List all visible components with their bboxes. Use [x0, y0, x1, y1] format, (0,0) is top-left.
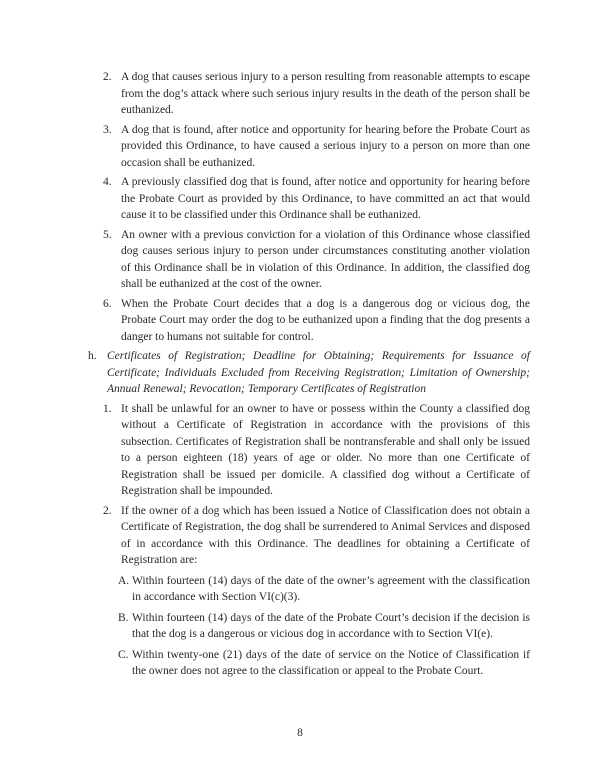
ordinance-item-4 [88, 174, 530, 224]
section-h-item-2-text: If the owner of a dog which has been issued a Notice of Classification does not obtain a Certificate of Registration, the dog shall be surrendered to Animal Services and disposed of in accordance with this Ordinance. The deadlines for obtaining a Certificate of Registration are: [121, 504, 530, 566]
section-h-item-1-marker: 1. [103, 402, 112, 415]
deadline-item-a-text: Within fourteen (14) days of the date of the owner’s agreement with the classification in accordance with Section VI(c)(3). [132, 574, 530, 603]
ordinance-item-4-text: A previously classified dog that is found, after notice and opportunity for hearing before the Probate Court as provided by this Ordinance, to have committed an act that would cause it to be classified under this Ordinance shall be euthanized. [121, 176, 530, 221]
ordinance-item-3-marker: 3. [103, 123, 112, 136]
deadline-item-b-text: Within fourteen (14) days of the date of the Probate Court’s decision if the decision is that the dog is a dangerous or vicious dog in accordance with to Section VI(e). [132, 611, 530, 640]
deadline-item-b [88, 610, 530, 643]
ordinance-item-5-text: An owner with a previous conviction for a violation of this Ordinance whose classified dog causes serious injury to person under circumstances constituting another violation of this Ordinance shall be in violation of this Ordinance. In addition, the classified dog shall be euthanized at the cost of the owner. [121, 228, 530, 290]
section-h-title: Certificates of Registration; Deadline for Obtaining; Requirements for Issuance of Certificate; Individuals Excluded from Receiving Registration; Limitation of Ownership; Annual Renewal; Revocation; Temporary Certificates of Registration [107, 350, 530, 395]
page-content [88, 69, 530, 683]
ordinance-item-2-marker: 2. [103, 71, 112, 83]
ordinance-item-5-marker: 5. [103, 228, 112, 241]
section-h-item-1-text: It shall be unlawful for an owner to have or possess within the County a classified dog without a Certificate of Registration in accordance with the provisions of this subsection. Certificates of Registration shall be nontransferable and shall only be issued to a person eighteen (18) years of age or older. No more than one Certificate of Registration shall be issued per domicile. A classified dog without a Certificate of Registration shall be impounded. [121, 402, 530, 497]
ordinance-item-2-text: A dog that causes serious injury to a person resulting from reasonable attempts to escape from the dog’s attack where such serious injury results in the death of the person shall be euthanized. [121, 71, 530, 116]
deadline-item-b-marker: B. [118, 611, 129, 624]
ordinance-item-3-text: A dog that is found, after notice and opportunity for hearing before the Probate Court as provided this Ordinance, to have caused a serious injury to a person on more than one occasion shall be euthanized. [121, 123, 530, 169]
section-h-marker: h. [88, 350, 97, 362]
ordinance-item-2 [88, 69, 530, 119]
ordinance-item-6 [88, 296, 530, 346]
ordinance-item-6-text: When the Probate Court decides that a dog is a dangerous dog or vicious dog, the Probate Court may order the dog to be euthanized upon a finding that the dog presents a danger to humans not suitable for control. [121, 297, 530, 343]
section-h-item-2-marker: 2. [103, 504, 112, 517]
section-h-item-2 [88, 503, 530, 569]
ordinance-item-4-marker: 4. [103, 176, 112, 188]
section-h-heading [88, 348, 530, 398]
ordinance-item-5 [88, 227, 530, 293]
ordinance-item-3 [88, 122, 530, 172]
deadline-item-a [88, 573, 530, 606]
deadline-item-a-marker: A. [118, 574, 130, 587]
section-h-item-1 [88, 401, 530, 500]
page-number: 8 [297, 727, 303, 739]
deadline-item-c-marker: C. [118, 648, 129, 661]
deadline-item-c-text: Within twenty-one (21) days of the date of service on the Notice of Classification if the owner does not agree to the classification or appeal to the Probate Court. [132, 648, 530, 677]
ordinance-item-6-marker: 6. [103, 297, 112, 310]
deadline-item-c [88, 647, 530, 680]
